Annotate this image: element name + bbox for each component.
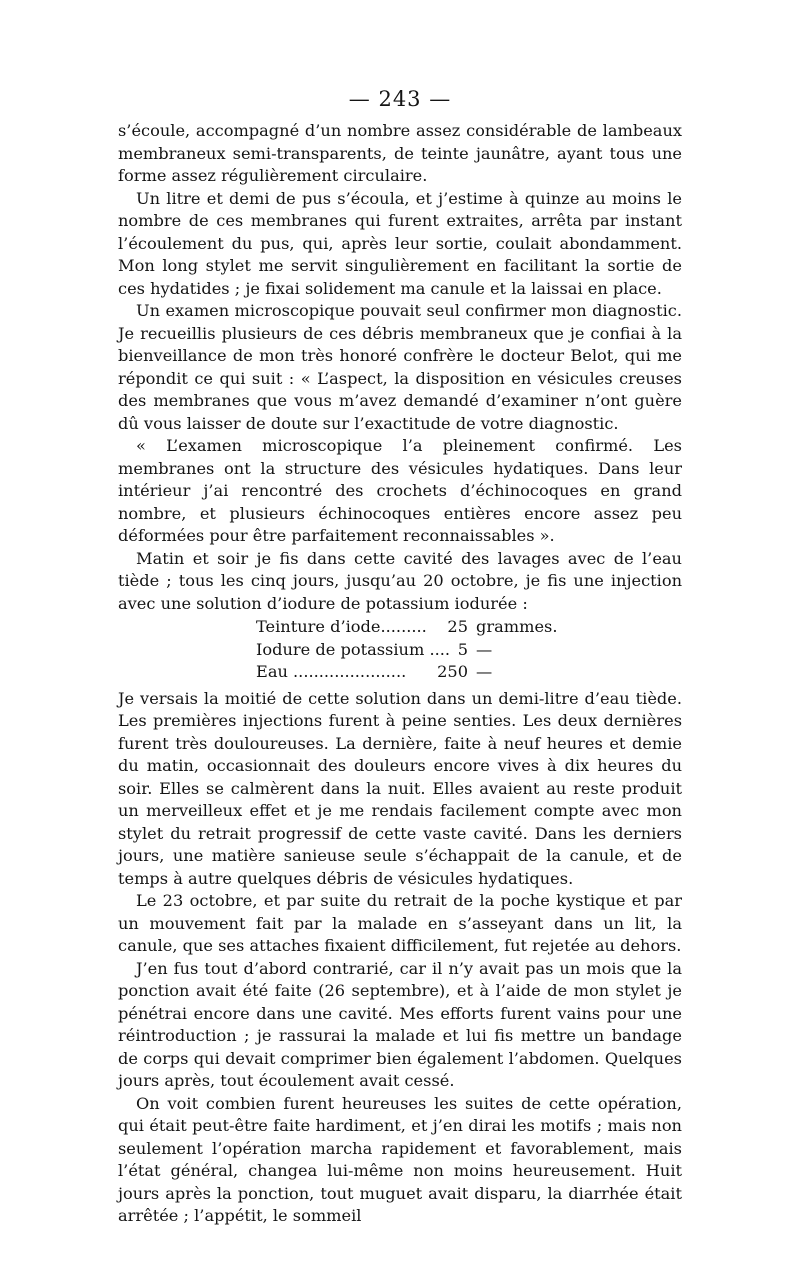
paragraph: Un litre et demi de pus s’écoula, et j’estime à quinze au moins le nombre de ces membranes qui furent extraites, arrêta par instant l’écoulement du pus, qui, après leur sortie, coulait abondamment. Mon long stylet me servit singulièrement en facilitant la sortie de ces hydatides ; je fixai solidement ma canule et la laissai en place. [118,188,682,298]
formula-quantity: 5 [457,639,468,659]
formula-unit: — [476,662,493,681]
paragraph: « L’examen microscopique l’a pleinement confirmé. Les membranes ont la structure des vésicules hydatiques. Dans leur intérieur j’ai rencontré des crochets d’échinocoques en grand nombre, et plusieurs échinocoques entières encore assez peu déformées pour être parfaitement reconnaissables ». [118,436,682,545]
formula-row [256,661,682,684]
formula-unit: grammes. [476,617,558,636]
formula-quantity: 25 [447,617,468,636]
paragraph: s’écoule, accompagné d’un nombre assez considérable de lambeaux membraneux semi-transparents, de teinte jaunâtre, ayant tous une forme assez régulièrement circulaire. [118,121,682,185]
formula-ingredient: Teinture d’iode......... [256,617,427,636]
book-page [118,86,682,1228]
paragraph: J’en fus tout d’abord contrarié, car il n’y avait pas un mois que la ponction avait été faite (26 septembre), et à l’aide de mon stylet je pénétrai encore dans une cavité. Mes efforts furent vains pour une réintroduction ; je rassurai la malade et lui fis mettre un bandage de corps qui devait comprimer bien également l’abdomen. Quelques jours après, tout écoulement avait cessé. [118,958,682,1090]
body-text [118,120,682,1228]
formula-quantity: 250 [437,662,468,681]
paragraph: Je versais la moitié de cette solution dans un demi-litre d’eau tiède. Les premières injections furent à peine senties. Les deux dernières furent très douloureuses. La dernière, faite à neuf heures et demie du matin, occasionnait des douleurs encore vives à dix heures du soir. Elles se calmèrent dans la nuit. Elles avaient au reste produit un merveilleux effet et je me rendais facilement compte avec mon stylet du retrait progressif de cette vaste cavité. Dans les derniers jours, une matière sanieuse seule s’échappait de la canule, et de temps à autre quelques débris de vésicules hydatiques. [118,688,682,888]
formula-unit: — [476,639,493,659]
page-number: — 243 — [348,87,452,111]
formula-ingredient: Iodure de potassium .... [256,639,451,659]
paragraph: Matin et soir je fis dans cette cavité des lavages avec de l’eau tiède ; tous les cinq jours, jusqu’au 20 octobre, je fis une injection avec une solution d’iodure de potassium iodurée : [118,548,682,613]
formula-ingredient: Eau ...................... [256,662,407,681]
paragraph: On voit combien furent heureuses les suites de cette opération, qui était peut-être faite hardiment, et j’en dirai les motifs ; mais non seulement l’opération marcha rapidement et favorablement, mais l’état général, changea lui-même non moins heureusement. Huit jours après la ponction, tout muguet avait disparu, la diarrhée était arrêtée ; l’appétit, le sommeil [118,1093,682,1225]
formula-row [256,616,682,639]
prescription-formula [256,616,682,684]
formula-row [256,639,682,662]
paragraph: Le 23 octobre, et par suite du retrait de la poche kystique et par un mouvement fait par la malade en s’asseyant dans un lit, la canule, que ses attaches fixaient difficilement, fut rejetée au dehors. [118,891,682,955]
paragraph: Un examen microscopique pouvait seul confirmer mon diagnostic. Je recueillis plusieurs de ces débris membraneux que je confiai à la bienveillance de mon très honoré confrère le docteur Belot, qui me répondit ce qui suit : « L’aspect, la disposition en vésicules creuses des membranes que vous m’avez demandé d’examiner n’ont guère dû vous laisser de doute sur l’exactitude de votre diagnostic. [118,301,682,433]
